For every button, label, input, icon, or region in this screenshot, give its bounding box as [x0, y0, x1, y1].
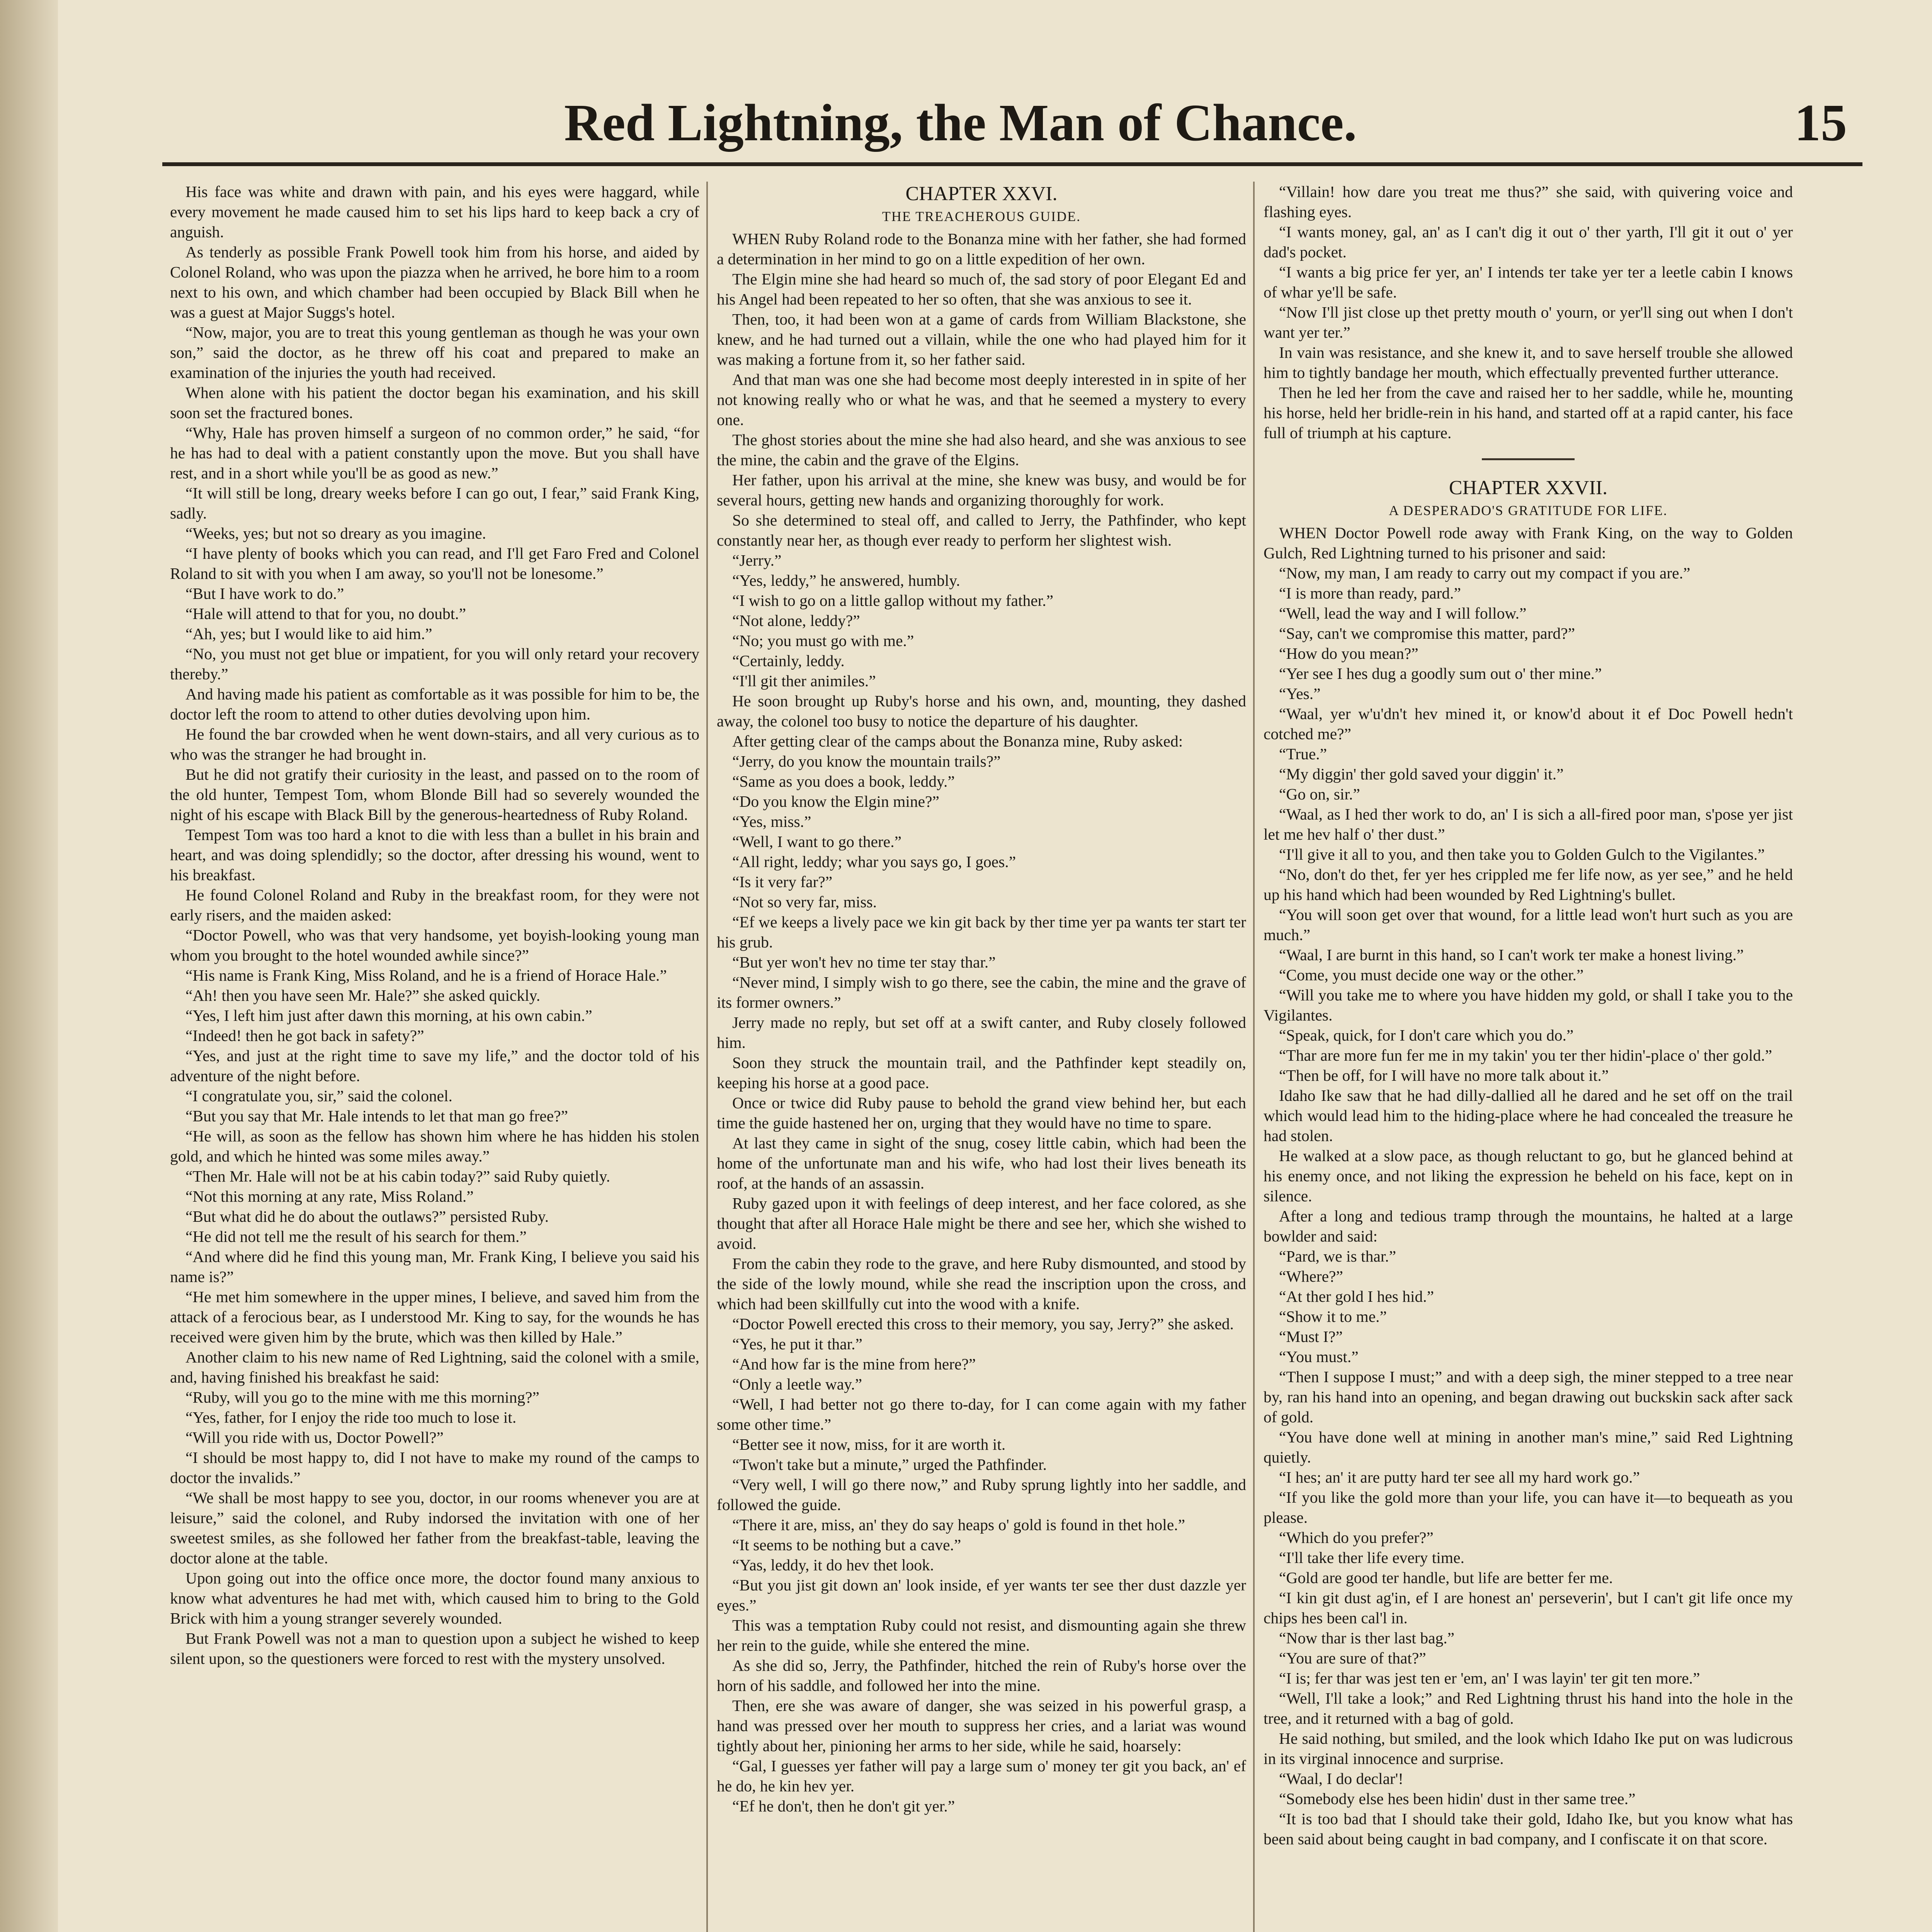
paragraph: “He did not tell me the result of his search for them.”: [185, 1228, 527, 1245]
paragraph: “I have plenty of books which you can read, and I'll get Faro Fred and Colonel Roland to sit with you when I am away, so you'll not be lonesome.”: [170, 544, 699, 582]
paragraph: “Waal, I are burnt in this hand, so I can't work ter make a honest living.”: [1279, 946, 1744, 964]
paragraph: After getting clear of the camps about the Bonanza mine, Ruby asked:: [732, 732, 1183, 750]
paragraph: “I kin git dust ag'in, ef I are honest an' perseverin', but I can't git life once my chips hes been cal'l in.: [1264, 1589, 1793, 1627]
text-column-1: [170, 182, 699, 1668]
paragraph: Tempest Tom was too hard a knot to die with less than a bullet in his brain and heart, and was doing splendidly; so the doctor, after dressing his wound, went to his breakfast.: [170, 826, 699, 884]
paragraph: “Yes, miss.”: [732, 813, 811, 830]
paragraph: Upon going out into the office once more, the doctor found many anxious to know what adventures he had met with, which caused him to bring to the Gold Brick with him a young stranger severely wounded.: [170, 1569, 699, 1627]
paragraph: He said nothing, but smiled, and the look which Idaho Ike put on was ludicrous in its virginal innocence and surprise.: [1264, 1730, 1793, 1767]
paragraph: “I wants a big price fer yer, an' I intends ter take yer ter a leetle cabin I knows of whar ye'll be safe.: [1264, 263, 1793, 301]
paragraph: “Then Mr. Hale will not be at his cabin today?” said Ruby quietly.: [185, 1167, 611, 1185]
paragraph: “Well, I had better not go there to-day, for I can come again with my father some other time.”: [717, 1395, 1246, 1433]
paragraph: “Which do you prefer?”: [1279, 1529, 1434, 1546]
paragraph: Idaho Ike saw that he had dilly-dallied all he dared and he set off on the trail which would lead him to the hiding-place where he had concealed the treasure he had stolen.: [1264, 1087, 1793, 1145]
paragraph: “Ruby, will you go to the mine with me this morning?”: [185, 1388, 539, 1406]
paragraph: “Waal, as I hed ther work to do, an' I is sich a all-fired poor man, s'pose yer jist let me hev half o' ther dust.”: [1264, 805, 1793, 843]
paragraph: “And how far is the mine from here?”: [732, 1355, 976, 1373]
paragraph: “Yer see I hes dug a goodly sum out o' ther mine.”: [1279, 665, 1602, 682]
paragraph: “No, you must not get blue or impatient, for you will only retard your recovery thereby.”: [170, 645, 699, 683]
paragraph: This was a temptation Ruby could not resist, and dismounting again she threw her rein to the guide, while she entered the mine.: [717, 1616, 1246, 1654]
paragraph: “Go on, sir.”: [1279, 785, 1360, 803]
paragraph: “I'll git ther animiles.”: [732, 672, 876, 690]
paragraph: “But I have work to do.”: [185, 585, 344, 602]
paragraph: He found the bar crowded when he went down-stairs, and all very curious as to who was the stranger he had brought in.: [170, 725, 699, 763]
paragraph: “Yes, and just at the right time to save my life,” and the doctor told of his adventure of the night before.: [170, 1047, 699, 1085]
paragraph: WHEN Doctor Powell rode away with Frank King, on the way to Golden Gulch, Red Lightning turned to his prisoner and said:: [1264, 524, 1793, 562]
paragraph: “Now I'll jist close up thet pretty mouth o' yourn, or yer'll sing out when I don't want yer ter.”: [1264, 303, 1793, 341]
paragraph: “His name is Frank King, Miss Roland, and he is a friend of Horace Hale.”: [185, 966, 667, 984]
paragraph: “I'll take ther life every time.: [1279, 1549, 1464, 1566]
paragraph: Once or twice did Ruby pause to behold the grand view behind her, but each time the guide hastened her on, urging that they would have no time to spare.: [717, 1094, 1246, 1132]
paragraph: “But you say that Mr. Hale intends to let that man go free?”: [185, 1107, 568, 1125]
paragraph: “Very well, I will go there now,” and Ruby sprung lightly into her saddle, and followed the guide.: [717, 1476, 1246, 1514]
chapter-divider-rule: [1482, 458, 1575, 460]
paragraph: “Now, my man, I am ready to carry out my compact if you are.”: [1279, 564, 1690, 582]
paragraph: As tenderly as possible Frank Powell took him from his horse, and aided by Colonel Roland, who was upon the piazza when he arrived, he bore him to a room next to his own, and which chamber had been occupied by Black Bill when he was a guest at Major Suggs's hotel.: [170, 243, 699, 321]
paragraph: “Yes, leddy,” he answered, humbly.: [732, 571, 960, 589]
paragraph: He soon brought up Ruby's horse and his own, and, mounting, they dashed away, the colonel too busy to notice the departure of his daughter.: [717, 692, 1246, 730]
page-title: Red Lightning, the Man of Chance.: [564, 94, 1357, 152]
paragraph: In vain was resistance, and she knew it, and to save herself trouble she allowed him to tightly bandage her mouth, which effectually prevented further utterance.: [1264, 344, 1793, 381]
paragraph: From the cabin they rode to the grave, and here Ruby dismounted, and stood by the side of the lowly mound, while she read the inscription upon the cross, and which had been skillfully cut into the wood with a knife.: [717, 1255, 1246, 1313]
paragraph: “No; you must go with me.”: [732, 632, 914, 650]
chapter-heading: CHAPTER XXVII.: [1449, 477, 1608, 499]
paragraph: At last they came in sight of the snug, cosey little cabin, which had been the home of the unfortunate man and his wife, who had lost their lives beneath its roof, at the hands of an assassin.: [717, 1134, 1246, 1192]
paragraph: Ruby gazed upon it with feelings of deep interest, and her face colored, as she thought that after all Horace Hale might be there and see her, which she wished to avoid.: [717, 1194, 1246, 1252]
paragraph: “I is; fer thar was jest ten er 'em, an' I was layin' ter git ten more.”: [1279, 1669, 1700, 1687]
paragraph: “Ah, yes; but I would like to aid him.”: [185, 625, 432, 643]
paragraph: “Ef we keeps a lively pace we kin git back by ther time yer pa wants ter start ter his grub.: [717, 913, 1246, 951]
chapter-body: [717, 229, 1246, 1816]
paragraph: “It will still be long, dreary weeks before I can go out, I fear,” said Frank King, sadly.: [170, 484, 699, 522]
paragraph: “But yer won't hev no time ter stay thar.”: [732, 953, 996, 971]
chapter-subtitle: A DESPERADO'S GRATITUDE FOR LIFE.: [1389, 503, 1668, 518]
paragraph: “Only a leetle way.”: [732, 1375, 862, 1393]
paragraph: “Say, can't we compromise this matter, pard?”: [1279, 624, 1575, 642]
paragraph: The Elgin mine she had heard so much of, the sad story of poor Elegant Ed and his Angel had been repeated to her so often, that she was anxious to see it.: [717, 270, 1246, 308]
paragraph: “I is more than ready, pard.”: [1279, 584, 1461, 602]
paragraph: “Villain! how dare you treat me thus?” she said, with quivering voice and flashing eyes.: [1264, 183, 1793, 221]
paragraph: “Speak, quick, for I don't care which you do.”: [1279, 1026, 1574, 1044]
paragraph: “No, don't do thet, fer yer hes crippled me fer life now, as yer see,” and he held up his hand which had been wounded by Red Lightning's bullet.: [1264, 866, 1793, 903]
paragraph: When alone with his patient the doctor began his examination, and his skill soon set the fractured bones.: [170, 384, 699, 422]
paragraph: “Not alone, leddy?”: [732, 612, 860, 629]
page-spine-shadow: [0, 0, 58, 1932]
paragraph: “Yes, father, for I enjoy the ride too much to lose it.: [185, 1408, 517, 1426]
paragraph: And that man was one she had become most deeply interested in in spite of her not knowing really who or what he was, and that he seemed a mystery to every one.: [717, 371, 1246, 429]
paragraph: “Yes.”: [1279, 685, 1321, 702]
paragraph: “Weeks, yes; but not so dreary as you imagine.: [185, 524, 486, 542]
paragraph: And having made his patient as comfortable as it was possible for him to be, the doctor left the room to attend to other duties devolving upon him.: [170, 685, 700, 723]
paragraph: “Will you ride with us, Doctor Powell?”: [185, 1429, 444, 1446]
paragraph: “Show it to me.”: [1279, 1308, 1387, 1325]
paragraph: “Is it very far?”: [732, 873, 833, 891]
paragraph: “It seems to be nothing but a cave.”: [732, 1536, 961, 1554]
paragraph: WHEN Ruby Roland rode to the Bonanza mine with her father, she had formed a determination in her mind to go on a little expedition of her own.: [717, 230, 1246, 268]
paragraph: “Waal, yer w'u'dn't hev mined it, or know'd about it ef Doc Powell hedn't cotched me?”: [1264, 705, 1793, 743]
paragraph: Jerry made no reply, but set off at a swift canter, and Ruby closely followed him.: [717, 1014, 1246, 1051]
paragraph: “Yes, he put it thar.”: [732, 1335, 862, 1353]
paragraph: But he did not gratify their curiosity in the least, and passed on to the room of the old hunter, Tempest Tom, whom Blonde Bill had so severely wounded the night of his escape with Black Bill by the generous-heartedness of Ruby Roland.: [170, 765, 699, 823]
paragraph: “I hes; an' it are putty hard ter see all my hard work go.”: [1279, 1468, 1640, 1486]
paragraph: “My diggin' ther gold saved your diggin' it.”: [1279, 765, 1564, 783]
paragraph: “Why, Hale has proven himself a surgeon of no common order,” he said, “for he has had to deal with a patient constantly upon the move. But you shall have rest, and in a short while you'll be as good as new.”: [170, 424, 699, 482]
paragraph: “Twon't take but a minute,” urged the Pathfinder.: [732, 1456, 1047, 1473]
paragraph: Another claim to his new name of Red Lightning, said the colonel with a smile, and, having finished his breakfast he said:: [170, 1348, 699, 1386]
paragraph: “Must I?”: [1279, 1328, 1343, 1345]
paragraph: “Waal, I do declar'!: [1279, 1770, 1404, 1787]
paragraph: “Ef he don't, then he don't git yer.”: [732, 1797, 955, 1815]
paragraph: But Frank Powell was not a man to question upon a subject he wished to keep silent upon, so the questioners were forced to rest with the mystery unsolved.: [170, 1629, 699, 1667]
paragraph: “Jerry.”: [732, 551, 782, 569]
paragraph: “All right, leddy; whar you says go, I goes.”: [732, 853, 1016, 871]
paragraph: Her father, upon his arrival at the mine, she knew was busy, and would be for several hours, getting new hands and organizing thoroughly for work.: [717, 471, 1246, 509]
paragraph: “He met him somewhere in the upper mines, I believe, and saved him from the attack of a ferocious bear, as I understood Mr. King to say, for the wounds he has received were given him by the brute, which was then killed by Hale.”: [170, 1288, 699, 1346]
paragraph: So she determined to steal off, and called to Jerry, the Pathfinder, who kept constantly near her, as though ever ready to perform her slightest wish.: [717, 511, 1246, 549]
paragraph: “If you like the gold more than your life, you can have it—to bequeath as you please.: [1264, 1488, 1793, 1526]
paragraph: He found Colonel Roland and Ruby in the breakfast room, for they were not early risers, and the maiden asked:: [170, 886, 699, 924]
chapter-heading: CHAPTER XXVI.: [905, 183, 1058, 205]
column-divider: [706, 182, 708, 1932]
paragraph: “I wish to go on a little gallop without my father.”: [732, 592, 1053, 609]
paragraph: “Will you take me to where you have hidden my gold, or shall I take you to the Vigilantes.: [1264, 986, 1793, 1024]
paragraph: Then he led her from the cave and raised her to her saddle, while he, mounting his horse, held her bridle-rein in his hand, and started off at a rapid canter, his face full of triumph at his capture.: [1264, 384, 1793, 442]
paragraph: “I should be most happy to, did I not have to make my round of the camps to doctor the invalids.”: [170, 1449, 699, 1486]
text-column-2: [717, 182, 1246, 1816]
paragraph: “Never mind, I simply wish to go there, see the cabin, the mine and the grave of its former owners.”: [717, 973, 1246, 1011]
paragraph: “Thar are more fun fer me in my takin' you ter ther hidin'-place o' ther gold.”: [1279, 1046, 1772, 1064]
paragraph: “How do you mean?”: [1279, 645, 1418, 662]
paragraph: “Indeed! then he got back in safety?”: [185, 1027, 424, 1044]
paragraph: His face was white and drawn with pain, and his eyes were haggard, while every movement he made caused him to set his lips hard to keep back a cry of anguish.: [170, 183, 699, 241]
paragraph: After a long and tedious tramp through the mountains, he halted at a large bowlder and said:: [1264, 1207, 1793, 1245]
paragraph: “You have done well at mining in another man's mine,” said Red Lightning quietly.: [1264, 1428, 1793, 1466]
paragraph: “There it are, miss, an' they do say heaps o' gold is found in thet hole.”: [732, 1516, 1185, 1534]
paragraph: “Come, you must decide one way or the other.”: [1279, 966, 1584, 984]
paragraph: “Now thar is ther last bag.”: [1279, 1629, 1455, 1647]
paragraph: “Doctor Powell erected this cross to their memory, you say, Jerry?” she asked.: [732, 1315, 1234, 1333]
paragraph: The ghost stories about the mine she had also heard, and she was anxious to see the mine, the cabin and the grave of the Elgins.: [717, 431, 1246, 469]
paragraph: “I'll give it all to you, and then take you to Golden Gulch to the Vigilantes.”: [1279, 845, 1765, 863]
paragraph: “And where did he find this young man, Mr. Frank King, I believe you said his name is?”: [170, 1248, 699, 1286]
text-column-3: [1264, 182, 1793, 1849]
paragraph: “True.”: [1279, 745, 1327, 763]
chapter-body: [1264, 523, 1793, 1849]
paragraph: “But what did he do about the outlaws?” persisted Ruby.: [185, 1208, 549, 1225]
paragraph: “Now, major, you are to treat this young gentleman as though he was your own son,” said the doctor, as he threw off his coat and prepared to make an examination of the injuries the youth had received.: [170, 323, 699, 381]
column-divider: [1253, 182, 1255, 1932]
paragraph: “Gal, I guesses yer father will pay a large sum o' money ter git you back, an' ef he do, he kin hev yer.: [717, 1757, 1246, 1795]
paragraph: “Same as you does a book, leddy.”: [732, 772, 955, 790]
paragraph: “He will, as soon as the fellow has shown him where he has hidden his stolen gold, and which he hinted was some miles away.”: [170, 1127, 699, 1165]
paragraph: “Somebody else hes been hidin' dust in ther same tree.”: [1279, 1790, 1636, 1808]
paragraph: Soon they struck the mountain trail, and the Pathfinder kept steadily on, keeping his horse at a good pace.: [717, 1054, 1246, 1092]
paragraph: “Pard, we is thar.”: [1279, 1247, 1396, 1265]
paragraph: “You will soon get over that wound, for a little lead won't hurt such as you are much.”: [1264, 906, 1793, 944]
paragraph: “Certainly, leddy.: [732, 652, 845, 670]
paragraph: “I wants money, gal, an' as I can't dig it out o' ther yarth, I'll git it out o' yer dad's pocket.: [1264, 223, 1793, 261]
paragraph: “You are sure of that?”: [1279, 1649, 1426, 1667]
paragraph: “Where?”: [1279, 1267, 1343, 1285]
paragraph: “Doctor Powell, who was that very handsome, yet boyish-looking young man whom you brought to the hotel wounded awhile since?”: [170, 926, 699, 964]
paragraph: As she did so, Jerry, the Pathfinder, hitched the rein of Ruby's horse over the horn of his saddle, and followed her into the mine.: [717, 1656, 1246, 1694]
paragraph: “Yes, I left him just after dawn this morning, at his own cabin.”: [185, 1007, 592, 1024]
paragraph: “You must.”: [1279, 1348, 1359, 1366]
paragraph: He walked at a slow pace, as though reluctant to go, but he glanced behind at his enemy once, and not liking the expression he beheld on his face, kept on in silence.: [1264, 1147, 1793, 1205]
paragraph: Then, too, it had been won at a game of cards from William Blackstone, she knew, and he had turned out a villain, while the one who had played him for it was making a fortune from it, so her father said.: [717, 310, 1246, 368]
paragraph: “Ah! then you have seen Mr. Hale?” she asked quickly.: [185, 986, 541, 1004]
chapter-continuation: [1264, 182, 1793, 443]
chapter-subtitle: THE TREACHEROUS GUIDE.: [882, 209, 1081, 224]
paragraph: “Well, I'll take a look;” and Red Lightning thrust his hand into the hole in the tree, and it returned with a bag of gold.: [1264, 1689, 1793, 1727]
paragraph: “Well, I want to go there.”: [732, 833, 901, 850]
paragraph: “We shall be most happy to see you, doctor, in our rooms whenever you are at leisure,” said the colonel, and Ruby indorsed the invitation with one of her sweetest smiles, as she followed her father from the breakfast-table, leaving the doctor alone at the table.: [170, 1489, 699, 1567]
paragraph: “Jerry, do you know the mountain trails?”: [732, 752, 1001, 770]
paragraph: “Well, lead the way and I will follow.”: [1279, 604, 1527, 622]
paragraph: “Do you know the Elgin mine?”: [732, 793, 939, 810]
paragraph: “Then I suppose I must;” and with a deep sigh, the miner stepped to a tree near by, ran his hand into an opening, and began drawing out buckskin sack after sack of gold.: [1264, 1368, 1793, 1426]
paragraph: “It is too bad that I should take their gold, Idaho Ike, but you know what has been said about being caught in bad company, and I confiscate it on that score.: [1264, 1810, 1793, 1848]
page-header: [162, 81, 1862, 166]
paragraph: “Not this morning at any rate, Miss Roland.”: [185, 1187, 474, 1205]
page-number: 15: [1794, 94, 1847, 152]
paragraph: “Gold are good ter handle, but life are better fer me.: [1279, 1569, 1613, 1587]
paragraph: “Then be off, for I will have no more talk about it.”: [1279, 1066, 1609, 1084]
paragraph: “Yas, leddy, it do hev thet look.: [732, 1556, 934, 1574]
paragraph: “Hale will attend to that for you, no doubt.”: [185, 605, 466, 622]
paragraph: “Not so very far, miss.: [732, 893, 877, 911]
paragraph: “But you jist git down an' look inside, ef yer wants ter see ther dust dazzle yer eyes.”: [717, 1576, 1246, 1614]
paragraph: “At ther gold I hes hid.”: [1279, 1287, 1434, 1305]
paragraph: “Better see it now, miss, for it are worth it.: [732, 1435, 1006, 1453]
paragraph: “I congratulate you, sir,” said the colonel.: [185, 1087, 452, 1105]
paragraph: Then, ere she was aware of danger, she was seized in his powerful grasp, a hand was pressed over her mouth to suppress her cries, and a lariat was wound tightly about her, pinioning her arms to her side, while he said, hoarsely:: [717, 1697, 1246, 1755]
